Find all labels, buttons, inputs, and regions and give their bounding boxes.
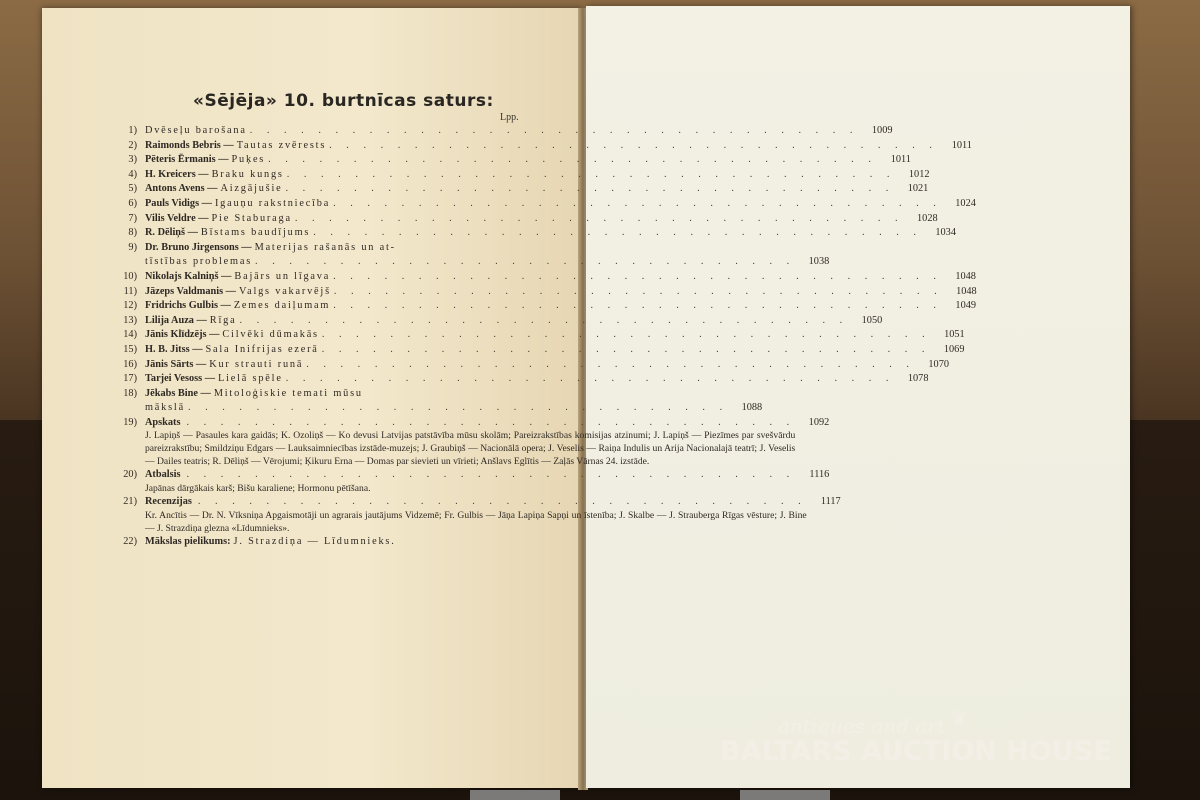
entry-author: Lilija Auza — [145,314,207,326]
entry-title: Rīga [209,314,237,326]
entry-title: Bajārs un līgava [234,270,331,282]
entry-author: H. B. Jitss — [145,343,203,355]
toc-entry [112,124,893,139]
entry-page-number: 1048 [956,285,977,297]
entry-page-number: 1078 [907,373,929,385]
entry-page-number: 1028 [917,212,938,224]
entry-page-number: 1021 [907,183,929,195]
entry-number: 12) [123,300,137,312]
entry-title: Aizgājušie [220,183,283,195]
entry-author: Dr. Bruno Jirgensons — [145,241,252,253]
toc-entry [112,270,976,285]
toc-entry [112,387,763,416]
entry-title: Sala Inifrijas ezerā [205,343,319,355]
watermark-brand: BALTARS AUCTION HOUSE [720,736,1112,767]
entry-title: Materijas rašanās un at- [254,241,396,253]
entry-title-continued: tīstības problemas [145,256,253,268]
toc-entry [112,535,527,550]
leader-dots: . . . . . . . . . . . . . . . . . . . . . . . . . . . . . . . . . . . . [306,358,915,370]
entry-page-number: 1088 [741,402,763,414]
leader-dots: . . . . . . . . . . . . . . . . . . . . . . . . . . . . . . . . . . . . [333,270,942,282]
leader-dots: . . . . . . . . . . . . . . . . . . . . . . . . . . . . . . . . . . . . [249,125,859,136]
toc-title: «Sējēja» 10. burtnīcas saturs: [193,91,494,111]
entry-number: 15) [123,343,137,355]
entry-author: H. Kreicers — [145,168,209,180]
entry-page-number: 1048 [955,270,976,282]
entry-number: 11) [123,285,137,297]
toc-entry [112,212,938,227]
entry-title: Dvēseļu barošana [145,125,247,136]
entry-number: 2) [128,139,137,151]
entry-author: Fridrichs Gulbis — [145,300,231,312]
entry-title: Bīstams baudījums [200,227,311,239]
entry-description: Kr. Ancītis — Dr. N. Vīksniņa Apgaismotāji un agrarais jautājums Vidzemē; Fr. Gulbis — Jāņa Lapiņa Sapņi un īstenība; J. Skalbe — J. Strauberga Rīgas vēsture; J. Bine — J. Strazdiņa glezna «Līdumnieks». [145,510,807,534]
entry-page-number: 1034 [935,227,956,239]
leader-dots: . . . . . . . . . . . . . . . . . . . . . . . . . . . . . . . . . . . . [239,314,849,326]
entry-author: Tarjei Vesoss — [145,373,215,385]
entry-title: Valgs vakarvējš [238,285,331,297]
entry-author: Jānis Sārts — [145,358,207,370]
entry-number: 20) [123,469,137,481]
toc-entry [112,416,830,468]
entry-page-number: 1024 [955,197,976,209]
entry-number: 16) [123,358,137,370]
entry-author: Antons Avens — [145,183,218,195]
toc-entry [112,343,965,358]
toc-list [112,124,977,550]
entry-page-number: 1012 [908,168,930,180]
leader-dots: . . . . . . . . . . . . . . . . . . . . . . . . . . . . . . . . . . . . [321,343,931,355]
entry-title: Zemes daiļumam [233,300,331,312]
entry-page-number: 1011 [951,139,972,151]
leader-dots: . . . . . . . . . . . . . . . . . . . . . . . . . . . . . . . . . . . . [268,154,877,166]
entry-author: Apskats [145,416,181,428]
entry-author: Pēteris Ērmanis — [145,154,229,166]
toc-entry [112,285,977,300]
entry-author: Nikolajs Kalniņš — [145,270,232,282]
entry-number: 18) [123,387,137,399]
toc-entry [112,226,956,241]
toc-entry [112,241,830,270]
leader-dots: . . . . . . . . . . . . . . . . . . . . . . . . . . . . . . . . . . . . [313,227,922,239]
entry-number: 8) [128,227,137,239]
entry-author: Mākslas pielikums: [145,536,231,548]
entry-number: 13) [123,314,137,326]
entry-title: Braku kungs [211,168,284,180]
entry-page-number: 1070 [928,358,949,370]
entry-author: Jānis Klīdzējs — [145,329,220,341]
watermark-tagline: antiques and art [778,714,945,738]
leader-dots: . . . . . . . . . . . . . . . . . . . . . . . . . . . . . . . . . . . . [333,197,942,209]
toc-entry [112,328,965,343]
entry-page-number: 1092 [808,416,830,428]
leader-dots: . . . . . . . . . . . . . . . . . . . . . . . . . . . . . . . . . . . . [321,329,931,341]
toc-entry [112,299,977,314]
entry-number: 7) [128,212,137,224]
entry-title: Lielā spēle [218,373,283,385]
crown-icon: ♛ [950,708,968,730]
leader-dots: . . . . . . . . . . . . . . . . . . . . . . . . . . . . . . . . [255,256,796,268]
book-stand-left [470,790,560,800]
toc-entry [112,468,830,495]
toc-entry [112,372,929,387]
entry-author: Pauls Vidigs — [145,197,212,209]
leader-dots: . . . . . . . . . . . . . . . . . . . . . . . . . . . . . . . . . . . . [333,285,943,297]
entry-number: 22) [123,536,137,548]
leader-dots: . . . . . . . . . . . . . . . . . . . . . . . . . . . . . . . . . . . . [333,300,943,312]
entry-description: J. Lapiņš — Pasaules kara gaidās; K. Ozoliņš — Ko devusi Latvijas patstāvība mūsu skolām; Pareizrakstības komisijas atzinumi; J. Lapiņš — Piezīmes par svešvārdu pareizrakstību; Smildziņu Edgars — Lauksaimniecības izstāde-muzejs; J. Graubiņš — Nacionālā opera; J. Veselis — Raiņa Indulis un Arija Nacionalajā teatrī; J. Veselis — Dailes teatris; R. Dēliņš — Vērojumi; Ķikuru Erna — Domas par sievieti un vīrieti; Anšlavs Eglītis — Zaļās Vārnas 24. izstāde. [145,430,796,467]
entry-title: Mitoloģiskie temati mūsu [213,387,363,399]
page-column-label: Lpp. [500,112,519,123]
leader-dots: . . . . . . . . . . . . . . . . . . . . . . . . . . . . . . . . . . . . [294,212,904,224]
entry-number: 14) [123,329,137,341]
leader-dots: . . . . . . . . . . . . . . . . . . . . . . . . . . . . . . . . . . . . [285,183,895,195]
entry-title-continued: mākslā [145,402,185,414]
toc-entry [112,197,976,212]
leader-dots: . . . . . . . . . . . . . . . . . . . . . . . . . . . . . . . . [187,402,729,414]
entry-number: 5) [128,183,137,195]
leader-dots: . . . . . . . . . . . . . . . . . . . . . . . . . . . . . . . . . . . . [286,168,896,180]
entry-author: Jēkabs Bine — [145,387,211,399]
entry-author: Recenzijas [145,496,192,508]
watermark [720,708,1120,767]
entry-author: Jāzeps Valdmanis — [145,285,236,297]
book-stand-right [740,790,830,800]
entry-author: R. Dēliņš — [145,227,198,239]
entry-page-number: 1051 [944,329,965,341]
entry-author: Atbalsis [145,469,181,481]
entry-title: Kur strauti runā [209,358,304,370]
entry-number: 4) [128,168,137,180]
entry-number: 3) [128,154,137,166]
entry-page-number: 1049 [955,300,977,312]
entry-page-number: 1069 [943,343,965,355]
toc-entry [112,139,972,154]
entry-number: 6) [128,197,137,209]
leader-dots: . . . . . . . . . . . . . . . . . . . . . . . . . . . . . . . . . . . . [186,469,796,481]
entry-page-number: 1116 [809,469,830,481]
entry-title: Cilvēki dūmakās [222,329,319,341]
toc-entry [112,358,949,373]
toc-entry [112,314,883,329]
entry-title: Puķes [231,154,266,166]
toc-entry [112,182,929,197]
entry-number: 10) [123,270,137,282]
entry-title: J. Strazdiņa — Līdumnieks. [233,536,396,548]
entry-page-number: 1050 [861,314,883,326]
leader-dots: . . . . . . . . . . . . . . . . . . . . . . . . . . . . . . . . . . . . [197,496,807,508]
leader-dots: . . . . . . . . . . . . . . . . . . . . . . . . . . . . . . . . . . . . [285,373,895,385]
entry-description: Japānas dārgākais karš; Bišu karaliene; Hormonu pētīšana. [145,482,371,494]
entry-author: Raimonds Bebris — [145,139,234,151]
leader-dots: . . . . . . . . . . . . . . . . . . . . . . . . . . . . . . . . . . . . [186,416,796,428]
entry-number: 19) [123,416,137,428]
entry-number: 21) [123,496,137,508]
entry-title: Tautas zvērests [236,139,327,151]
entry-page-number: 1038 [808,256,830,268]
entry-number: 17) [123,373,137,385]
toc-entry [112,168,930,183]
toc-entry [112,153,911,168]
leader-dots: . . . . . . . . . . . . . . . . . . . . . . . . . . . . . . . . . . . . [329,139,938,151]
entry-number: 1) [128,125,137,136]
entry-title: Pie Staburaga [211,212,292,224]
toc-entry [112,495,841,535]
entry-number: 9) [128,241,137,253]
entry-page-number: 1009 [871,125,893,136]
entry-page-number: 1011 [890,154,911,166]
entry-author: Vilis Veldre — [145,212,209,224]
entry-page-number: 1117 [820,496,841,508]
entry-title: Igauņu rakstniecība [214,197,331,209]
